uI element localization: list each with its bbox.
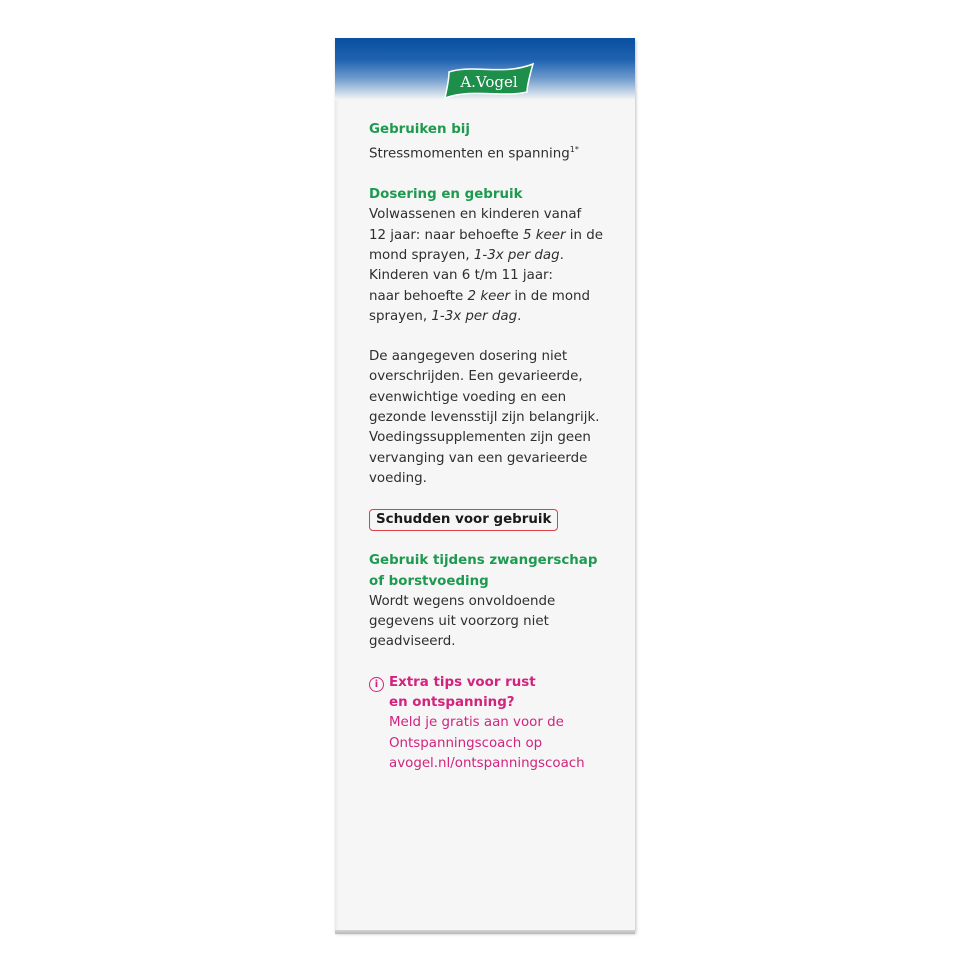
- dosage-section: [369, 185, 619, 327]
- shake-before-use-badge: Schudden voor gebruik: [369, 509, 558, 531]
- dosage-line: mond sprayen, 1-3x per dag.: [369, 247, 564, 263]
- tips-line: Meld je gratis aan voor de: [389, 715, 564, 731]
- usage-text: Stressmomenten en spanning: [369, 146, 570, 162]
- dosage-heading: Dosering en gebruik: [369, 187, 523, 203]
- dosage-line: Volwassenen en kinderen vanaf: [369, 207, 582, 223]
- warning-line: voeding.: [369, 470, 427, 486]
- dosage-line: 12 jaar: naar behoefte 5 keer in de: [369, 227, 603, 243]
- tips-line: Ontspanningscoach op: [389, 735, 543, 751]
- usage-section: [369, 120, 619, 165]
- info-icon: i: [369, 677, 384, 692]
- pregnancy-section: [369, 551, 619, 652]
- warning-line: Voedingssupplementen zijn geen: [369, 430, 591, 446]
- avogel-logo: [443, 62, 535, 100]
- warning-line: vervanging van een gevarieerde: [369, 450, 588, 466]
- warning-line: overschrijden. Een gevarieerde,: [369, 369, 583, 385]
- pregnancy-heading: of borstvoeding: [369, 573, 489, 589]
- warning-line: De aangegeven dosering niet: [369, 349, 568, 365]
- product-box-side: [335, 38, 635, 932]
- tips-title: en ontspanning?: [389, 695, 515, 710]
- pregnancy-heading: Gebruik tijdens zwangerschap: [369, 553, 598, 569]
- pregnancy-line: gegevens uit voorzorg niet: [369, 614, 549, 630]
- usage-heading: Gebruiken bij: [369, 122, 470, 137]
- pregnancy-line: Wordt wegens onvoldoende: [369, 593, 556, 609]
- warning-line: evenwichtige voeding en een: [369, 389, 567, 405]
- pregnancy-line: geadviseerd.: [369, 634, 456, 650]
- warning-section: [369, 347, 619, 489]
- dosage-line: sprayen, 1-3x per dag.: [369, 308, 522, 324]
- svg-text:A.Vogel: A.Vogel: [460, 73, 518, 91]
- tips-url: avogel.nl/ontspanningscoach: [389, 755, 585, 771]
- tips-title: Extra tips voor rust: [389, 674, 536, 690]
- dosage-line: Kinderen van 6 t/m 11 jaar:: [369, 268, 553, 284]
- tips-section: [369, 673, 619, 774]
- dosage-line: naar behoefte 2 keer in de mond: [369, 288, 591, 304]
- warning-line: gezonde levensstijl zijn belangrijk.: [369, 410, 600, 426]
- usage-footnote: 1*: [569, 145, 579, 155]
